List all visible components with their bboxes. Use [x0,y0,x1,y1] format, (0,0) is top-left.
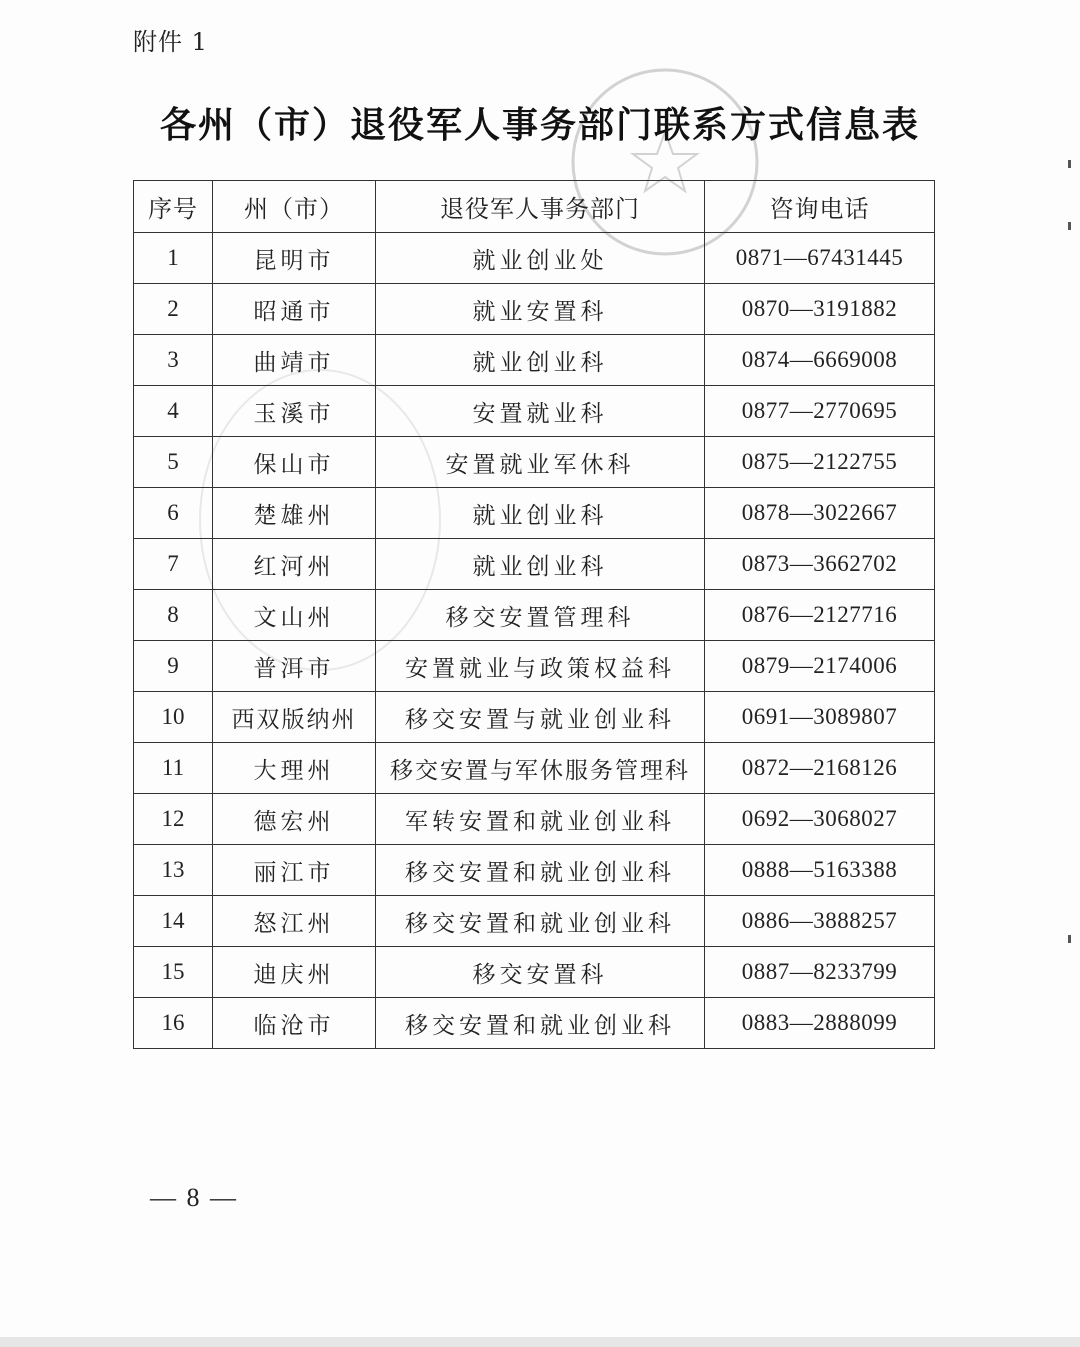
page-number: — 8 — [150,1183,238,1212]
row-index: 12 [134,794,213,845]
scan-edge-mark [1068,160,1071,168]
table-row [134,590,935,641]
department-name: 就业创业科 [376,488,705,539]
phone-number: 0876—2127716 [705,590,935,641]
row-index: 15 [134,947,213,998]
department-name: 安置就业军休科 [376,437,705,488]
phone-number: 0877—2770695 [705,386,935,437]
attachment-label: 附件 1 [133,28,208,56]
department-name: 军转安置和就业创业科 [376,794,705,845]
row-index: 6 [134,488,213,539]
prefecture-name: 玉溪市 [213,386,376,437]
column-header-phone: 咨询电话 [705,181,935,233]
department-name: 移交安置与就业创业科 [376,692,705,743]
department-name: 安置就业科 [376,386,705,437]
phone-number: 0887—8233799 [705,947,935,998]
table-row [134,539,935,590]
department-name: 就业创业处 [376,233,705,284]
prefecture-name: 临沧市 [213,998,376,1049]
row-index: 14 [134,896,213,947]
table-row [134,335,935,386]
row-index: 16 [134,998,213,1049]
department-name: 移交安置和就业创业科 [376,998,705,1049]
phone-number: 0874—6669008 [705,335,935,386]
department-name: 安置就业与政策权益科 [376,641,705,692]
table-row [134,845,935,896]
contact-info-table [133,180,935,1049]
table-row [134,692,935,743]
phone-number: 0692—3068027 [705,794,935,845]
scan-edge-mark [1068,222,1071,230]
table-row [134,488,935,539]
table-row [134,284,935,335]
prefecture-name: 普洱市 [213,641,376,692]
prefecture-name: 昆明市 [213,233,376,284]
department-name: 就业创业科 [376,539,705,590]
scan-bottom-edge [0,1337,1080,1347]
phone-number: 0883—2888099 [705,998,935,1049]
row-index: 11 [134,743,213,794]
department-name: 移交安置与军休服务管理科 [376,743,705,794]
phone-number: 0878—3022667 [705,488,935,539]
prefecture-name: 迪庆州 [213,947,376,998]
department-name: 就业创业科 [376,335,705,386]
prefecture-name: 红河州 [213,539,376,590]
prefecture-name: 楚雄州 [213,488,376,539]
department-name: 移交安置和就业创业科 [376,896,705,947]
table-header-row [134,181,935,233]
row-index: 8 [134,590,213,641]
table-row [134,641,935,692]
column-header-department: 退役军人事务部门 [376,181,705,233]
table-row [134,794,935,845]
prefecture-name: 西双版纳州 [213,692,376,743]
prefecture-name: 怒江州 [213,896,376,947]
row-index: 4 [134,386,213,437]
phone-number: 0873—3662702 [705,539,935,590]
department-name: 就业安置科 [376,284,705,335]
row-index: 7 [134,539,213,590]
phone-number: 0871—67431445 [705,233,935,284]
phone-number: 0886—3888257 [705,896,935,947]
scan-edge-mark [1068,935,1071,943]
table-row [134,386,935,437]
phone-number: 0879—2174006 [705,641,935,692]
row-index: 5 [134,437,213,488]
prefecture-name: 大理州 [213,743,376,794]
row-index: 10 [134,692,213,743]
prefecture-name: 保山市 [213,437,376,488]
page-title: 各州（市）退役军人事务部门联系方式信息表 [159,104,920,146]
table-row [134,233,935,284]
department-name: 移交安置科 [376,947,705,998]
table-row [134,947,935,998]
prefecture-name: 昭通市 [213,284,376,335]
phone-number: 0691—3089807 [705,692,935,743]
table-row [134,896,935,947]
table-row [134,998,935,1049]
row-index: 1 [134,233,213,284]
row-index: 13 [134,845,213,896]
phone-number: 0872—2168126 [705,743,935,794]
table-row [134,743,935,794]
row-index: 2 [134,284,213,335]
phone-number: 0875—2122755 [705,437,935,488]
department-name: 移交安置和就业创业科 [376,845,705,896]
row-index: 3 [134,335,213,386]
phone-number: 0888—5163388 [705,845,935,896]
column-header-prefecture: 州（市） [213,181,376,233]
row-index: 9 [134,641,213,692]
table-row [134,437,935,488]
prefecture-name: 德宏州 [213,794,376,845]
prefecture-name: 曲靖市 [213,335,376,386]
prefecture-name: 文山州 [213,590,376,641]
column-header-index: 序号 [134,181,213,233]
phone-number: 0870—3191882 [705,284,935,335]
prefecture-name: 丽江市 [213,845,376,896]
department-name: 移交安置管理科 [376,590,705,641]
